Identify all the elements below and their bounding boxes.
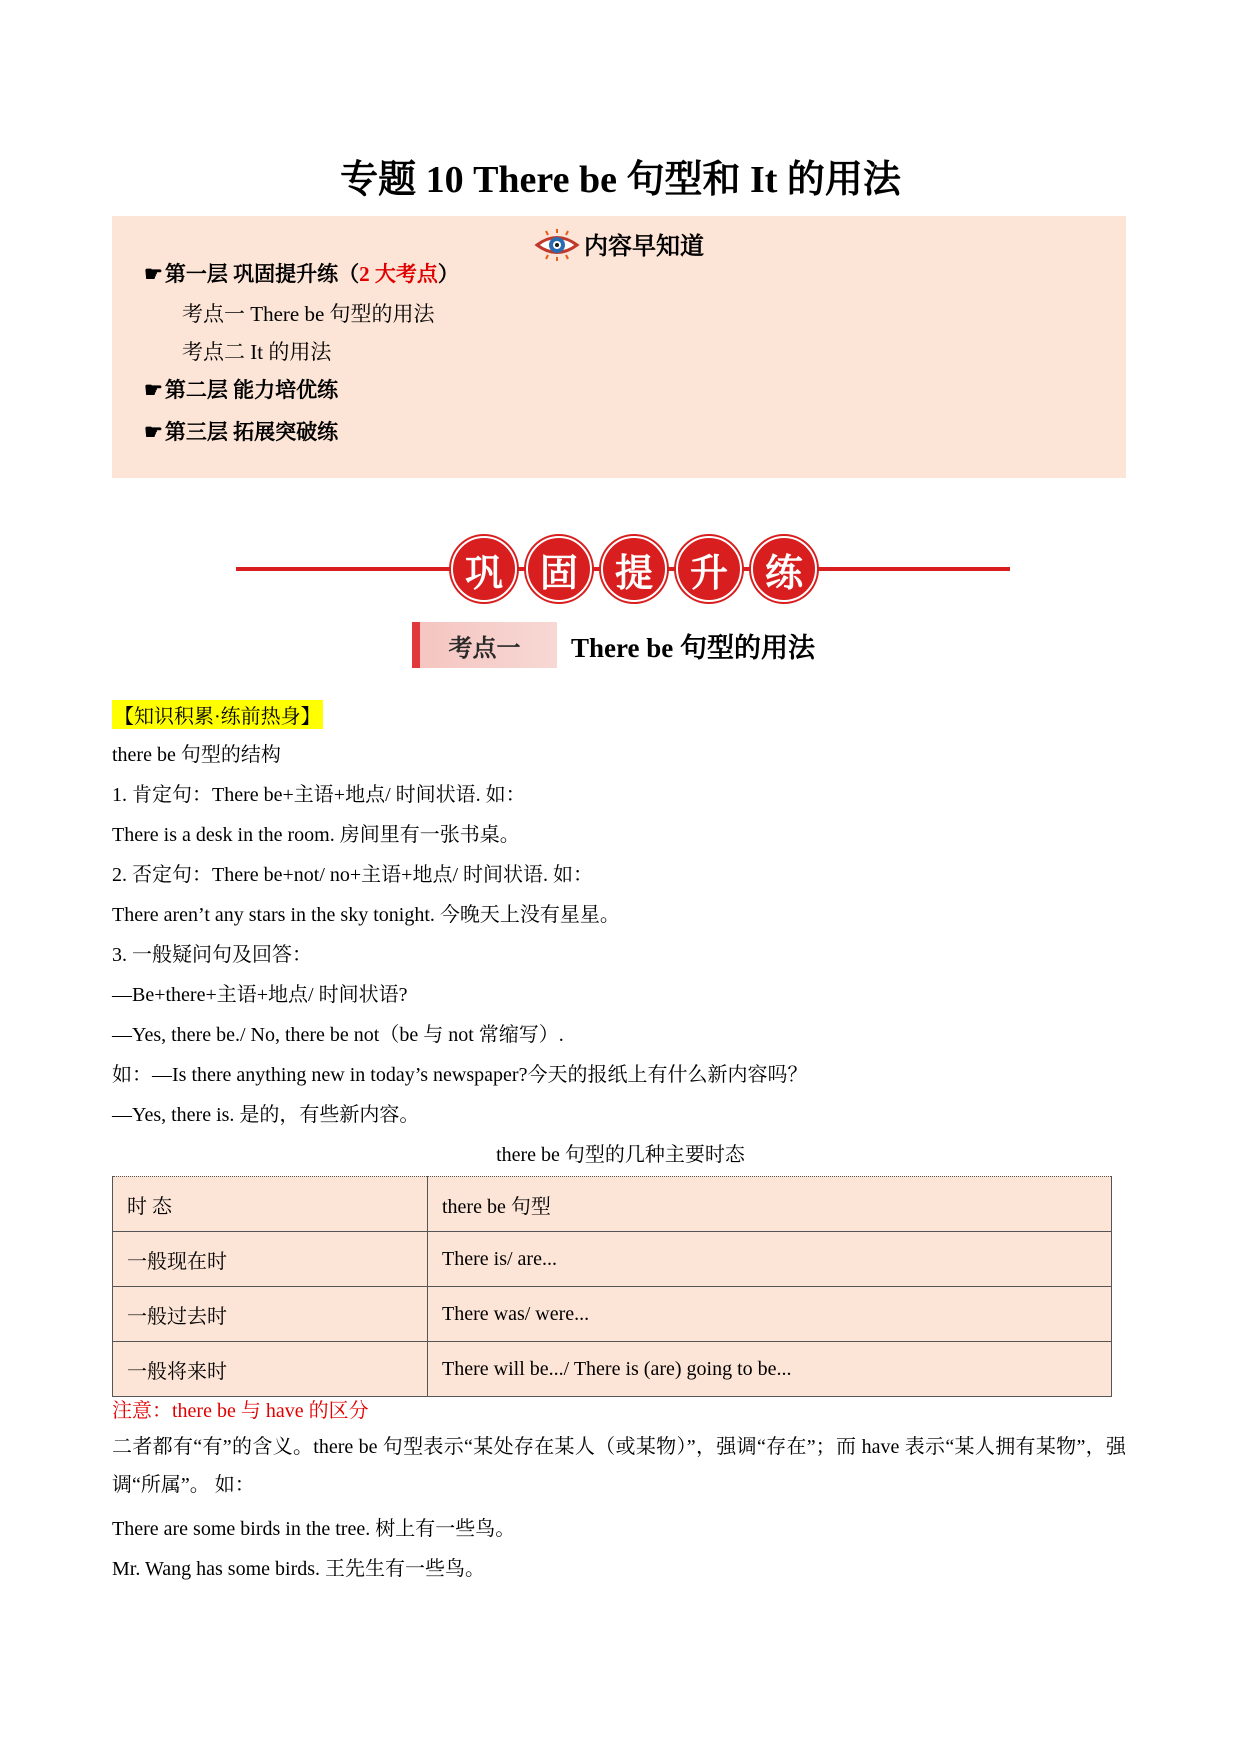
banner-char: 巩: [451, 536, 517, 602]
banner-char: 固: [526, 536, 592, 602]
table-cell: 一般过去时: [113, 1287, 428, 1342]
body-line: there be 句型的结构: [112, 744, 281, 766]
table-row: [113, 1232, 1112, 1287]
table-cell: There was/ were...: [428, 1287, 1112, 1342]
body-line: 1. 肯定句：There be+主语+地点/ 时间状语. 如：: [112, 784, 526, 806]
table-row: [113, 1177, 1112, 1232]
body-line: —Be+there+主语+地点/ 时间状语?: [112, 984, 408, 1006]
body-line: There aren’t any stars in the sky tonight. 今晚天上没有星星。: [112, 904, 620, 926]
overview-box: [112, 216, 1126, 478]
note-explain: 二者都有“有”的含义。there be 句型表示“某处存在某人（或某物）”，强调“存在”；而 have 表示“某人拥有某物”，强调“所属”。 如：: [112, 1436, 1126, 1496]
section-header: [412, 622, 815, 668]
banner-char: 练: [751, 536, 817, 602]
pointing-hand-icon: ☛: [144, 262, 163, 286]
pointing-hand-icon: ☛: [144, 378, 163, 402]
table-cell: There is/ are...: [428, 1232, 1112, 1287]
eye-icon: [534, 228, 580, 269]
table-row: [113, 1342, 1112, 1397]
section-title: There be 句型的用法: [571, 632, 815, 663]
example-line: There are some birds in the tree. 树上有一些鸟。: [112, 1518, 516, 1540]
consolidation-banner: [236, 536, 1010, 602]
knowledge-tag: 【知识积累·练前热身】: [112, 700, 323, 729]
note-title: 注意：there be 与 have 的区分: [112, 1400, 369, 1422]
banner-circles: [451, 536, 817, 602]
level3-line: ☛第三层 拓展突破练: [144, 420, 339, 444]
body-line: 3. 一般疑问句及回答：: [112, 944, 312, 966]
page-title: 专题 10 There be 句型和 It 的用法: [340, 159, 901, 201]
banner-char: 升: [676, 536, 742, 602]
table-cell: There will be.../ There is (are) going to be...: [428, 1342, 1112, 1397]
overview-heading: 内容早知道: [584, 234, 704, 260]
points-count: 2 大考点: [359, 262, 438, 286]
example-line: Mr. Wang has some birds. 王先生有一些鸟。: [112, 1558, 486, 1580]
table-cell: there be 句型: [428, 1177, 1112, 1232]
body-line: —Yes, there is. 是的，有些新内容。: [112, 1104, 420, 1126]
table-cell: 时 态: [113, 1177, 428, 1232]
section-tag: 考点一: [412, 622, 557, 668]
banner-char: 提: [601, 536, 667, 602]
tense-table: [112, 1176, 1112, 1397]
table-cell: 一般现在时: [113, 1232, 428, 1287]
level2-line: ☛第二层 能力培优练: [144, 378, 339, 402]
body-line: There is a desk in the room. 房间里有一张书桌。: [112, 824, 520, 846]
table-cell: 一般将来时: [113, 1342, 428, 1397]
table-caption: there be 句型的几种主要时态: [496, 1144, 745, 1166]
table-row: [113, 1287, 1112, 1342]
body-line: 如：—Is there anything new in today’s newspaper?今天的报纸上有什么新内容吗？: [112, 1064, 808, 1086]
body-line: 2. 否定句：There be+not/ no+主语+地点/ 时间状语. 如：: [112, 864, 594, 886]
point2-line: 考点二 It 的用法: [182, 340, 332, 364]
pointing-hand-icon: ☛: [144, 420, 163, 444]
body-line: —Yes, there be./ No, there be not（be 与 not 常缩写）.: [112, 1024, 564, 1046]
level1-line: ☛第一层 巩固提升练（2 大考点）: [144, 262, 459, 286]
point1-line: 考点一 There be 句型的用法: [182, 302, 435, 326]
